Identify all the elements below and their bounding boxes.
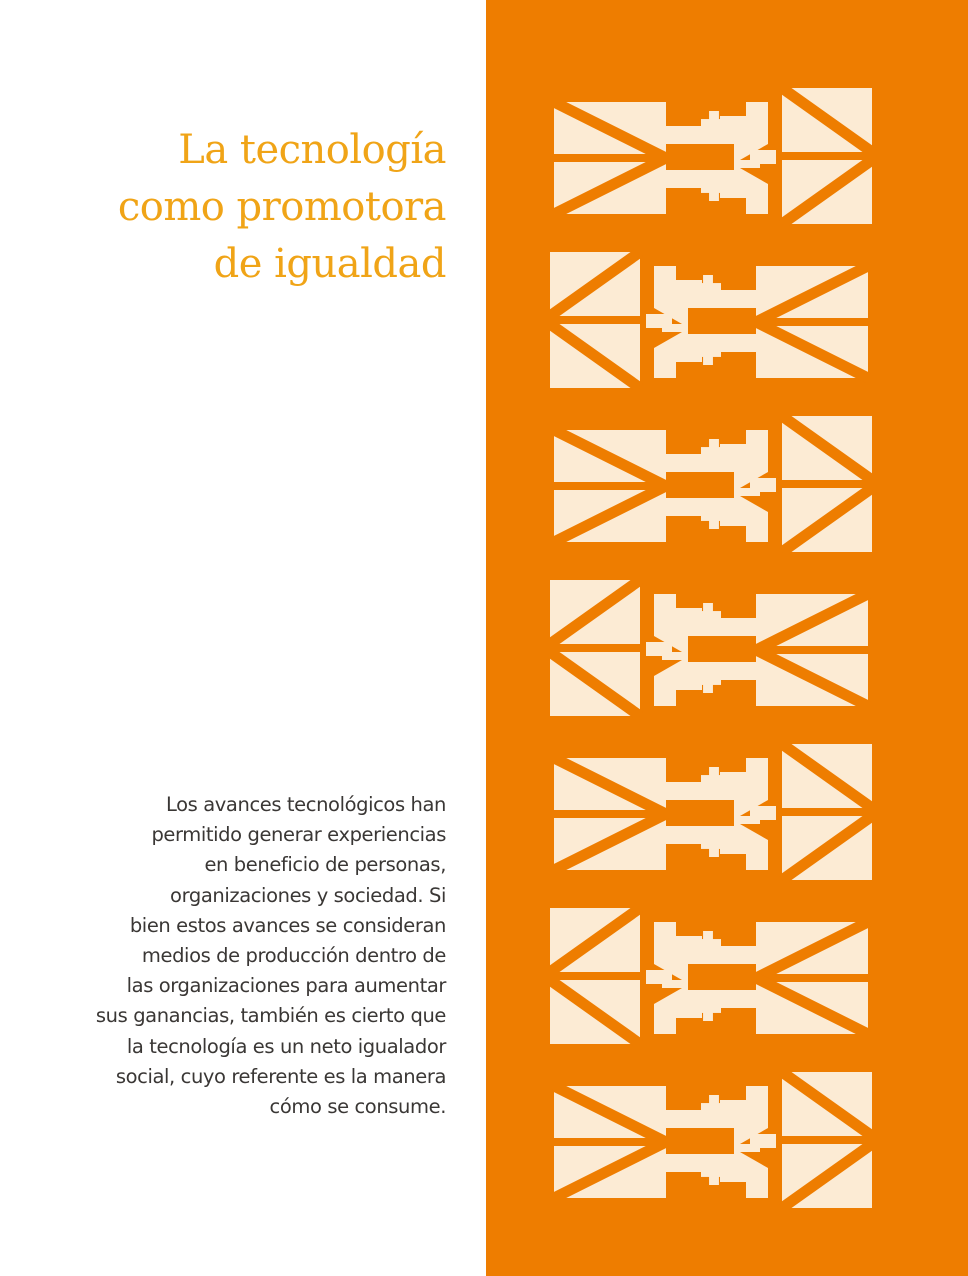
body-line: la tecnología es un neto igualador — [126, 1034, 446, 1058]
page-title — [26, 122, 446, 293]
woven-cross-motif-icon — [550, 580, 872, 718]
woven-cross-motif-icon — [550, 908, 872, 1046]
body-line: Los avances tecnológicos han — [166, 793, 446, 816]
woven-cross-motif-icon — [550, 744, 872, 882]
body-line: permitido generar experiencias — [151, 823, 446, 847]
woven-cross-motif-icon — [550, 252, 872, 390]
title-line: de igualdad — [213, 241, 446, 287]
body-line: cómo se consume. — [269, 1095, 446, 1119]
woven-cross-motif-icon — [550, 1072, 872, 1210]
body-line: en beneficio de personas, — [204, 853, 446, 877]
title-line: La tecnología — [178, 127, 446, 173]
body-paragraph — [46, 790, 446, 1122]
title-line: como promotora — [117, 184, 446, 230]
body-line: medios de producción dentro de — [141, 944, 446, 968]
woven-cross-motif-icon — [550, 88, 872, 226]
body-line: las organizaciones para aumentar — [126, 974, 446, 998]
body-line: bien estos avances se consideran — [129, 913, 446, 937]
body-line: sus ganancias, también es cierto que — [95, 1004, 446, 1028]
body-line: organizaciones y sociedad. Si — [170, 883, 446, 907]
woven-cross-motif-icon — [550, 416, 872, 554]
body-line: social, cuyo referente es la manera — [115, 1064, 446, 1088]
